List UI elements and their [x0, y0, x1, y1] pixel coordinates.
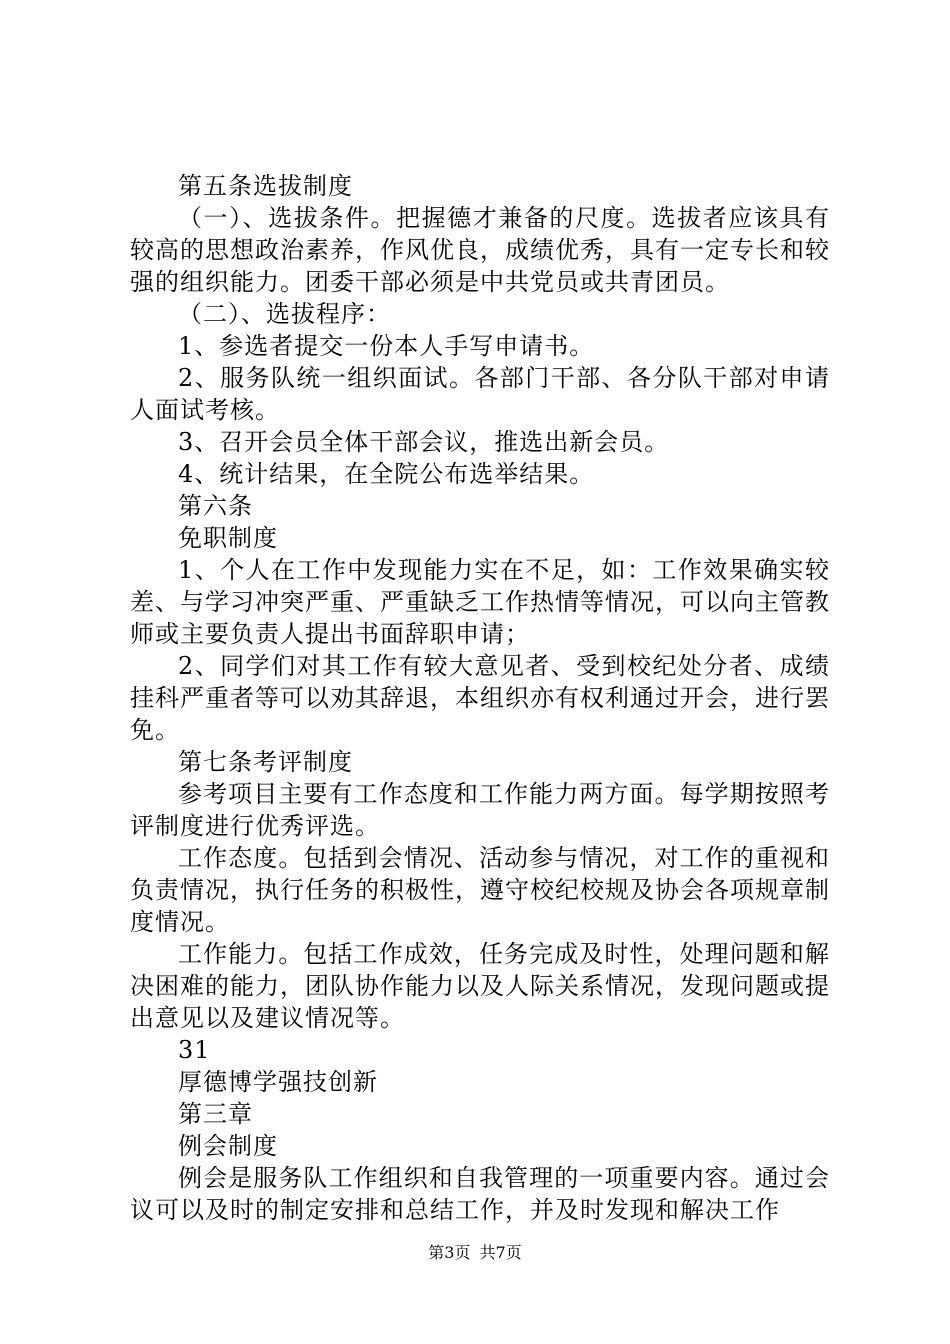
paragraph-evaluation-items: 参考项目主要有工作态度和工作能力两方面。每学期按照考评制度进行优秀评选。 [130, 780, 830, 840]
list-item-procedure-1: 1、参选者提交一份本人手写申请书。 [178, 332, 595, 360]
document-body [130, 170, 830, 1226]
list-item-dismissal-2: 2、同学们对其工作有较大意见者、受到校纪处分者、成绩挂科严重者等可以劝其辞退，本组织亦有权利通过开会，进行罢免。 [130, 652, 830, 744]
list-item-dismissal-1: 1、个人在工作中发现能力实在不足，如：工作效果确实较差、与学习冲突严重、严重缺乏工作热情等情况，可以向主管教师或主要负责人提出书面辞职申请； [130, 556, 830, 648]
paragraph-work-attitude: 工作态度。包括到会情况、活动参与情况，对工作的重视和负责情况，执行任务的积极性，遵守校纪校规及协会各项规章制度情况。 [130, 844, 830, 936]
page-footer [0, 1243, 950, 1263]
list-item-procedure-3: 3、召开会员全体干部会议，推选出新会员。 [178, 428, 670, 456]
paragraph-selection-procedure: （二）、选拔程序： [178, 300, 391, 328]
page-number: 第3页 [428, 1243, 471, 1262]
section-heading-article-7: 第七条考评制度 [178, 748, 353, 776]
section-heading-article-6: 第六条 [178, 492, 253, 520]
list-item-procedure-2: 2、服务队统一组织面试。各部门干部、各分队干部对申请人面试考核。 [130, 364, 830, 424]
motto-line: 厚德博学强技创新 [178, 1068, 378, 1096]
paragraph-meetings-intro: 例会是服务队工作组织和自我管理的一项重要内容。通过会议可以及时的制定安排和总结工作，并及时发现和解决工作 [130, 1164, 830, 1224]
section-subheading-dismissal: 免职制度 [178, 524, 278, 552]
total-pages: 共7页 [479, 1243, 522, 1262]
inline-page-number: 31 [178, 1036, 211, 1064]
chapter-heading: 第三章 [178, 1100, 253, 1128]
paragraph-selection-criteria: （一）、选拔条件。把握德才兼备的尺度。选拔者应该具有较高的思想政治素养，作风优良，成绩优秀，具有一定专长和较强的组织能力。团委干部必须是中共党员或共青团员。 [130, 204, 830, 296]
list-item-procedure-4: 4、统计结果，在全院公布选举结果。 [178, 460, 595, 488]
chapter-subheading-meetings: 例会制度 [178, 1132, 278, 1160]
paragraph-work-ability: 工作能力。包括工作成效，任务完成及时性，处理问题和解决困难的能力，团队协作能力以及人际关系情况，发现问题或提出意见以及建议情况等。 [130, 940, 830, 1032]
section-heading-article-5: 第五条选拔制度 [178, 172, 353, 200]
